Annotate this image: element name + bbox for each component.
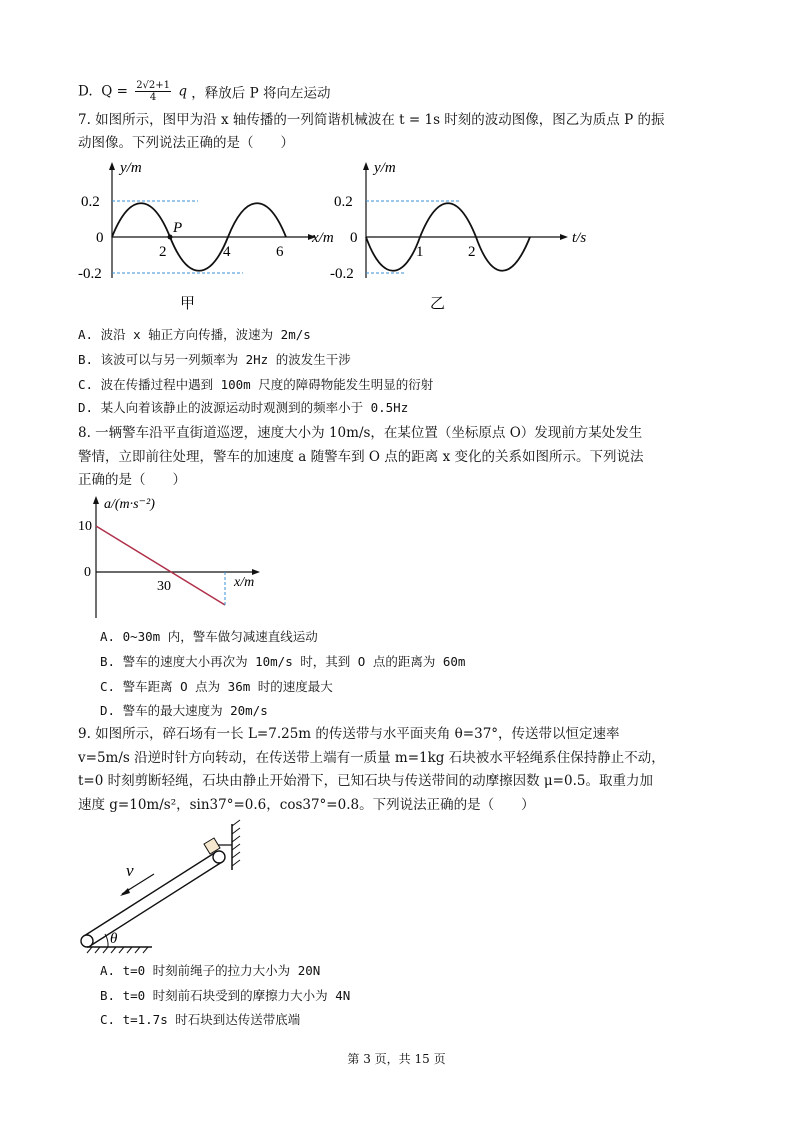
q7-option-c: C. 波在传播过程中遇到 100m 尺度的障碍物能发生明显的衍射 [78, 377, 434, 392]
q6-d-frac-num: 2√2+1 [136, 80, 171, 91]
q7-yi-ytick-top: 0.2 [334, 194, 353, 210]
q8-option-b: B. 警车的速度大小再次为 10m/s 时，其到 O 点的距离为 60m [100, 654, 466, 669]
q7-jia-ytick-top: 0.2 [81, 194, 100, 210]
q7-option-b: B. 该波可以与另一列频率为 2Hz 的波发生干涉 [78, 352, 351, 367]
q7-yi-ytick-bottom: -0.2 [330, 266, 354, 282]
q7-yi-xtick-1: 1 [416, 244, 424, 260]
q7-graph-yi [330, 158, 610, 318]
q8-stem-line1: 8. 一辆警车沿平直街道巡逻，速度大小为 10m/s，在某位置（坐标原点 O）发现前方某处发生 [78, 425, 643, 441]
q9-angle-label: θ [110, 931, 118, 947]
q8-ylabel: a/(m·s⁻²) [104, 497, 155, 512]
q9-stem-line1: 9. 如图所示，碎石场有一长 L=7.25m 的传送带与水平面夹角 θ=37°，传送带以恒定速率 [78, 726, 620, 742]
q8-stem-line2: 警情，立即前往处理，警车的加速度 a 随警车到 O 点的距离 x 变化的关系如图所示。下列说法 [78, 449, 644, 465]
q8-ytick-0: 0 [84, 565, 91, 580]
q7-jia-xlabel: x/m [312, 230, 334, 246]
q7-stem-line1: 7. 如图所示，图甲为沿 x 轴传播的一列简谐机械波在 t = 1s 时刻的波动图像，图乙为质点 P 的振 [78, 112, 665, 128]
q7-jia-point-label: P [173, 220, 183, 236]
page-footer: 第 3 页，共 15 页 [347, 1052, 446, 1066]
q6-d-fraction [135, 80, 171, 103]
q9-option-b: B. t=0 时刻前石块受到的摩擦力大小为 4N [100, 988, 351, 1003]
q7-jia-xtick-4: 4 [223, 244, 231, 260]
q7-option-d: D. 某人向着该静止的波源运动时观测到的频率小于 0.5Hz [78, 400, 409, 415]
q6-d-var: q [178, 83, 187, 100]
q7-stem-line2: 动图像。下列说法正确的是（ ） [78, 135, 294, 151]
q7-jia-ytick-bottom: -0.2 [78, 266, 102, 282]
q9-v-label: v [126, 861, 134, 880]
q9-stem-line2: v=5m/s 沿逆时针方向转动，在传送带上端有一质量 m=1kg 石块被水平轻绳系住保持静止不动， [78, 750, 665, 766]
q8-stem-line3: 正确的是（ ） [78, 472, 186, 488]
q7-jia-ytick-zero: 0 [96, 230, 104, 246]
q7-yi-ytick-zero: 0 [350, 230, 358, 246]
q7-yi-xtick-2: 2 [468, 244, 476, 260]
q7-yi-ylabel: y/m [374, 160, 396, 176]
q8-option-c: C. 警车距离 O 点为 36m 时的速度最大 [100, 679, 333, 694]
q7-graph-jia [78, 158, 348, 318]
q8-xlabel: x/m [234, 575, 255, 590]
q7-jia-xtick-2: 2 [159, 244, 167, 260]
q9-option-a: A. t=0 时刻前绳子的拉力大小为 20N [100, 963, 321, 978]
q7-jia-ylabel: y/m [120, 160, 142, 176]
q8-option-d: D. 警车的最大速度为 20m/s [100, 703, 268, 718]
q8-option-a: A. 0~30m 内，警车做匀减速直线运动 [100, 629, 318, 644]
q7-jia-caption: 甲 [180, 296, 196, 312]
q6-d-frac-den: 4 [149, 92, 157, 103]
q7-yi-xlabel: t/s [572, 230, 587, 246]
q9-conveyor-figure [72, 818, 272, 958]
q9-stem-line3: t=0 时刻剪断轻绳，石块由静止开始滑下，已知石块与传送带间的动摩擦因数 μ=0.5。取重力加 [78, 773, 653, 789]
q9-stem-line4: 速度 g=10m/s²，sin37°=0.6，cos37°=0.8。下列说法正确的是（ ） [78, 797, 535, 813]
q7-yi-caption: 乙 [430, 296, 446, 312]
q9-option-c: C. t=1.7s 时石块到达传送带底端 [100, 1012, 301, 1027]
q8-xtick-30: 30 [157, 579, 171, 594]
q6-d-prefix: D. Q = [78, 83, 128, 100]
q7-jia-xtick-6: 6 [276, 244, 284, 260]
q6-option-d [78, 80, 330, 104]
q8-ytick-10: 10 [78, 519, 92, 534]
q6-d-suffix: ，释放后 P 将向左运动 [191, 85, 331, 102]
q8-graph [78, 492, 278, 622]
q7-option-a: A. 波沿 x 轴正方向传播，波速为 2m/s [78, 327, 311, 342]
